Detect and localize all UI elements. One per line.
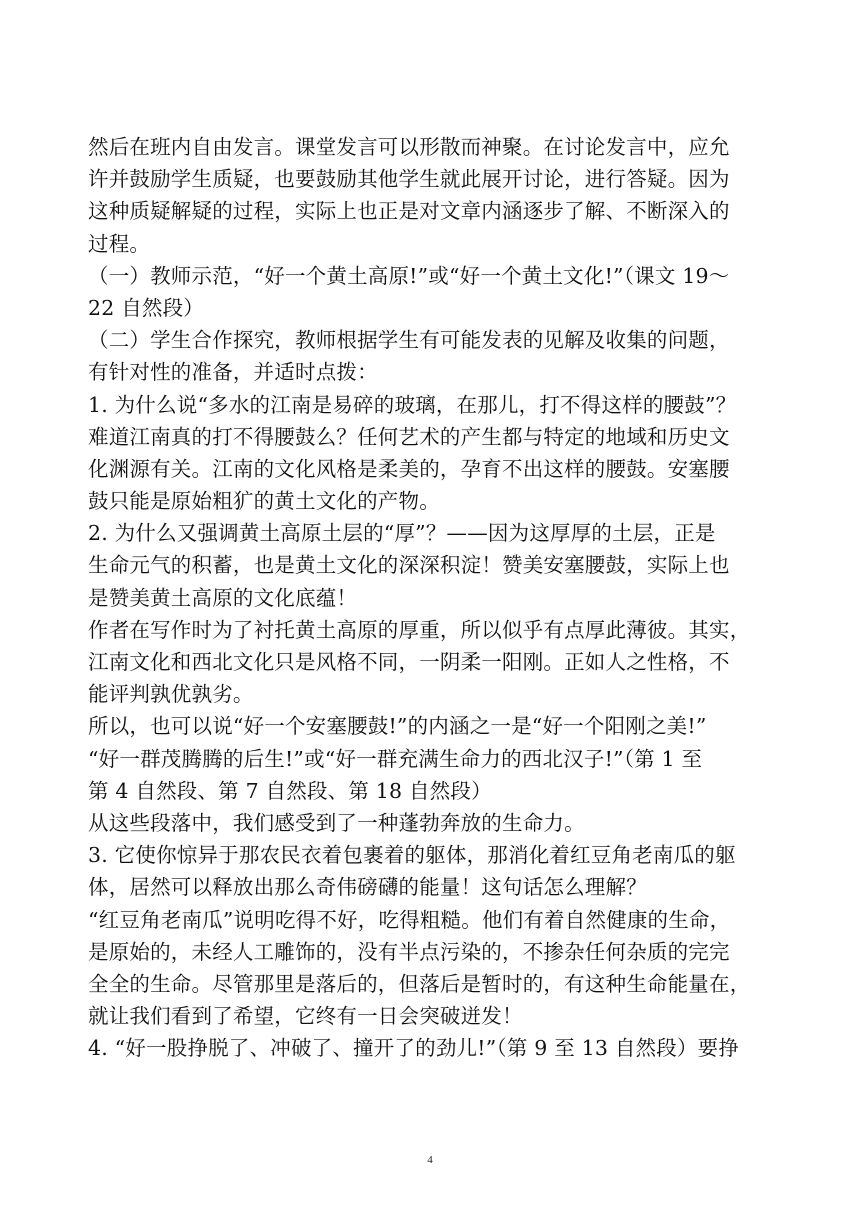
text-line: 就让我们看到了希望，它终有一日会突破迸发！ bbox=[88, 1004, 523, 1029]
body-text bbox=[88, 131, 778, 1064]
text-line: 生命元气的积蓄，也是黄土文化的深深积淀！赞美安塞腰鼓，实际上也 bbox=[88, 553, 730, 578]
text-line: 这种质疑解疑的过程，实际上也正是对文章内涵逐步了解、不断深入的 bbox=[88, 199, 730, 224]
text-line: 化渊源有关。江南的文化风格是柔美的，孕育不出这样的腰鼓。安塞腰 bbox=[88, 456, 730, 481]
text-line: 4. “好一股挣脱了、冲破了、撞开了的劲儿!”（第 9 至 13 自然段）要挣 bbox=[88, 1036, 740, 1061]
text-line: 过程。 bbox=[88, 231, 151, 256]
text-line: “好一群茂腾腾的后生!”或“好一群充满生命力的西北汉子!”（第 1 至 bbox=[88, 746, 703, 771]
page-number: 4 bbox=[427, 1154, 433, 1166]
text-line: 第 4 自然段、第 7 自然段、第 18 自然段） bbox=[88, 778, 492, 803]
text-line: 3. 它使你惊异于那农民衣着包裹着的躯体，那消化着红豆角老南瓜的躯 bbox=[88, 843, 736, 868]
text-line: “红豆角老南瓜”说明吃得不好，吃得粗糙。他们有着自然健康的生命， bbox=[88, 907, 731, 932]
text-line: 江南文化和西北文化只是风格不同，一阴柔一阳刚。正如人之性格，不 bbox=[88, 650, 730, 674]
text-line: 体，居然可以释放出那么奇伟磅礴的能量！这句话怎么理解？ bbox=[88, 875, 647, 900]
text-line: 全全的生命。尽管那里是落后的，但落后是暂时的，有这种生命能量在， bbox=[88, 971, 751, 996]
text-line: 1. 为什么说“多水的江南是易碎的玻璃，在那儿，打不得这样的腰鼓”？ bbox=[88, 392, 737, 417]
text-line: 22 自然段） bbox=[88, 295, 205, 320]
text-line: 2. 为什么又强调黄土高原土层的“厚”？——因为这厚厚的土层，正是 bbox=[88, 521, 716, 546]
text-line: 然后在班内自由发言。课堂发言可以形散而神聚。在讨论发言中，应允 bbox=[88, 135, 730, 159]
text-line: 许并鼓励学生质疑，也要鼓励其他学生就此展开讨论，进行答疑。因为 bbox=[88, 167, 730, 192]
text-line: 能评判孰优孰劣。 bbox=[88, 682, 254, 707]
text-line: 从这些段落中，我们感受到了一种蓬勃奔放的生命力。 bbox=[88, 810, 585, 835]
text-line: 难道江南真的打不得腰鼓么？任何艺术的产生都与特定的地域和历史文 bbox=[88, 424, 730, 449]
text-line: （二）学生合作探究，教师根据学生有可能发表的见解及收集的问题， bbox=[88, 328, 730, 353]
text-line: 所以，也可以说“好一个安塞腰鼓!”的内涵之一是“好一个阳刚之美!” bbox=[88, 714, 707, 739]
text-line: 是赞美黄土高原的文化底蕴！ bbox=[88, 585, 358, 610]
text-line: （一）教师示范，“好一个黄土高原!”或“好一个黄土文化!”（课文 19～ bbox=[88, 263, 730, 288]
text-line: 作者在写作时为了衬托黄土高原的厚重，所以似乎有点厚此薄彼。其实， bbox=[88, 617, 751, 642]
text-line: 鼓只能是原始粗犷的黄土文化的产物。 bbox=[88, 489, 440, 514]
text-line: 是原始的，未经人工雕饰的，没有半点污染的，不掺杂任何杂质的完完 bbox=[88, 939, 730, 964]
text-line: 有针对性的准备，并适时点拨： bbox=[88, 360, 378, 385]
